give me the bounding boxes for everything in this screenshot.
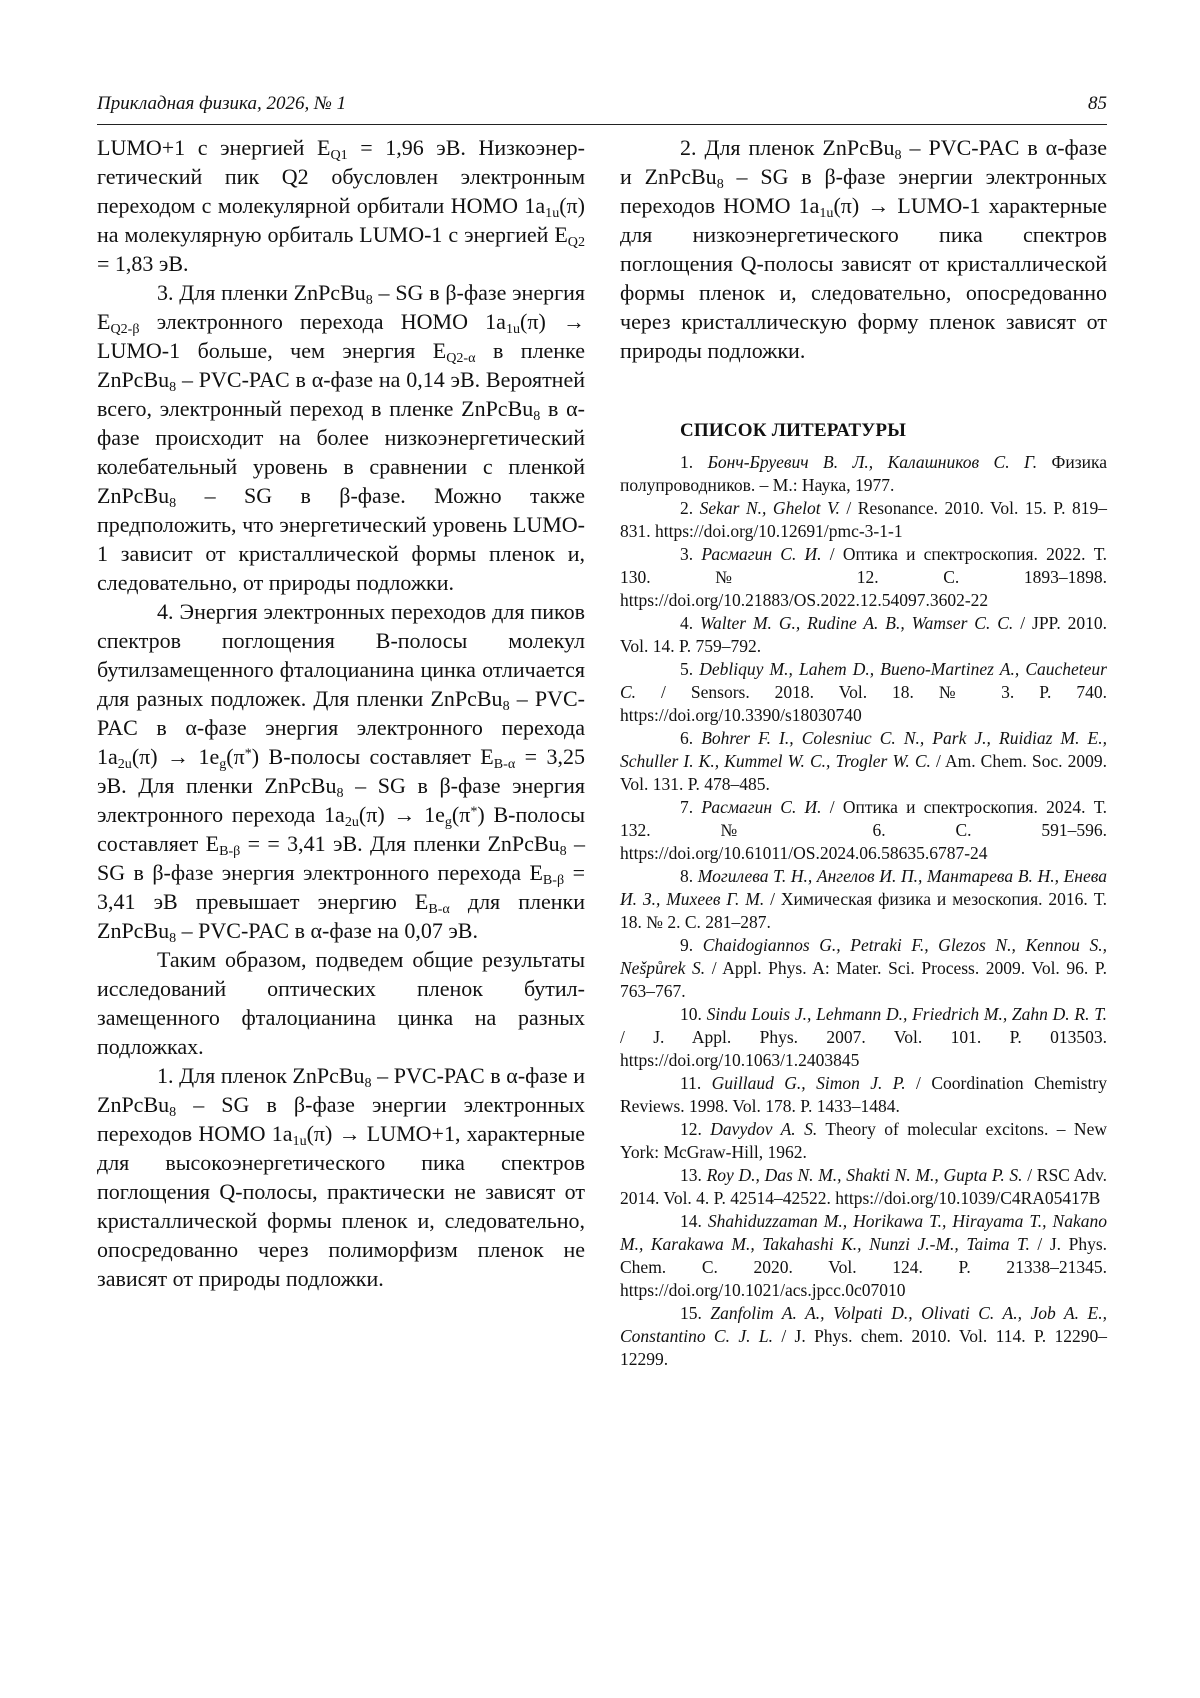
right-column: [620, 133, 1107, 1371]
reference-source: / RSC Adv. 2014. Vol. 4. P. 42514–42522. https://doi.org/10.1039/C4RA05417B: [620, 1165, 1107, 1208]
reference-source: / Appl. Phys. A: Mater. Sci. Process. 2009. Vol. 96. P. 763–767.: [620, 958, 1108, 1001]
reference-source: / J. Phys. Chem. C. 2020. Vol. 124. P. 21338–21345. https://doi.org/10.1021/acs.jpcc.0c07010: [620, 1234, 1108, 1300]
reference-item: [620, 451, 1107, 497]
left-column: [97, 133, 585, 1293]
paragraph-conclusion-2: 2. Для пленок ZnPcBu$_8$ – PVC-PAC в α-фазе и ZnPcBu$_8$ – SG в β-фазе энергии электронных переходов HOMO $1a_{1u}(\pi)$ → LUMO-1 характерные для низкоэнергетического пика спектров поглощения Q-полосы зависят от кристаллической формы пленок и, следовательно, опосредованно через кристаллическую форму пленок зависят от природы подложки.: [620, 135, 1107, 363]
reference-item: [620, 865, 1107, 934]
reference-authors: Chaidogiannos G., Petraki F., Glezos N., Kennou S., Nešpůrek S.: [620, 935, 1107, 978]
paragraph-q2-peak: LUMO+1 с энергией $E_{Q1} = 1,96$ эВ. Низкоэнергетический пик Q2 обусловлен электронным переходом с молекулярной орбитали HOMO $1a_{1u}(\pi)$ на молекулярную орбиталь LUMO-1 с энергией $E_{Q2} = 1,83$ эВ.: [97, 135, 585, 276]
running-header: [97, 92, 1107, 116]
references-list: [620, 451, 1107, 1371]
reference-item: [620, 1118, 1107, 1164]
reference-number: 8.: [680, 866, 694, 886]
page-number: 85: [1088, 93, 1107, 114]
reference-authors: Shahiduzzaman M., Horikawa T., Hirayama T., Nakano M., Karakawa M., Takahashi K., Nunzi J.-M., Taima T.: [620, 1211, 1107, 1254]
reference-authors: Bohrer F. I., Colesniuc C. N., Park J., Ruidiaz M. E., Schuller I. K., Kummel W. C., Trogler W. C.: [620, 728, 1107, 771]
reference-number: 3.: [680, 544, 694, 564]
paragraph-point-3: 3. Для пленки ZnPcBu$_8$ – SG в β-фазе энергия $E_{Q2-\beta}$ электронного перехода HOMO $1a_{1u}(\pi)$ → LUMO-1 больше, чем энергия $E_{Q2-\alpha}$ в пленке ZnPcBu$_8$ – PVC-PAC в α-фазе на 0,14 эВ. Вероятней всего, электронный переход в пленке ZnPcBu$_8$ в α-фазе происходит на более низкоэнергетический колебательный уровень в сравнении с пленкой ZnPcBu$_8$ – SG в β-фазе. Можно также предположить, что энергетический уровень LUMO-1 зависит от кристаллической формы пленок и, следовательно, от природы подложки.: [97, 280, 585, 595]
reference-authors: Расмагин С. И.: [701, 544, 822, 564]
reference-source: / Coordination Chemistry Reviews. 1998. Vol. 178. P. 1433–1484.: [620, 1073, 1108, 1116]
reference-authors: Zanfolim A. A., Volpati D., Olivati C. A., Job A. E., Constantino C. J. L.: [620, 1303, 1107, 1346]
reference-source: / JPP. 2010. Vol. 14. P. 759–792.: [620, 613, 1108, 656]
reference-item: [620, 658, 1107, 727]
reference-authors: Guillaud G., Simon J. P.: [711, 1073, 906, 1093]
reference-source: Физика полупроводников. – М.: Наука, 1977.: [620, 452, 1108, 495]
reference-source: / Химическая физика и мезоскопия. 2016. Т. 18. № 2. С. 281–287.: [620, 889, 1108, 932]
reference-authors: Walter M. G., Rudine A. B., Wamser C. C.: [700, 613, 1014, 633]
reference-number: 5.: [680, 659, 694, 679]
reference-number: 1.: [680, 452, 694, 472]
reference-source: / J. Appl. Phys. 2007. Vol. 101. P. 013503. https://doi.org/10.1063/1.2403845: [620, 1027, 1107, 1070]
reference-source: / Оптика и спектроскопия. 2024. Т. 132. № 6. С. 591–596. https://doi.org/10.61011/OS.2024.06.58635.6787-24: [620, 797, 1108, 863]
reference-item: [620, 497, 1107, 543]
reference-number: 7.: [680, 797, 694, 817]
reference-source: / Оптика и спектроскопия. 2022. Т. 130. № 12. С. 1893–1898. https://doi.org/10.21883/OS.2022.12.54097.3602-22: [620, 544, 1108, 610]
reference-source: / Resonance. 2010. Vol. 15. P. 819–831. https://doi.org/10.12691/pmc-3-1-1: [620, 498, 1107, 541]
reference-number: 4.: [680, 613, 694, 633]
reference-authors: Roy D., Das N. M., Shakti N. M., Gupta P. S.: [706, 1165, 1023, 1185]
reference-item: [620, 612, 1107, 658]
reference-source: Theory of molecular excitons. – New York: McGraw-Hill, 1962.: [620, 1119, 1107, 1162]
reference-item: [620, 1210, 1107, 1302]
reference-item: [620, 727, 1107, 796]
reference-authors: Расмагин С. И.: [701, 797, 822, 817]
reference-number: 9.: [680, 935, 694, 955]
reference-authors: Debliquy M., Lahem D., Bueno-Martinez A., Caucheteur C.: [620, 659, 1107, 702]
reference-authors: Могилева Т. Н., Ангелов И. П., Мантарева В. Н., Енева И. З., Михеев Г. М.: [620, 866, 1107, 909]
reference-authors: Davydov A. S.: [710, 1119, 818, 1139]
reference-item: [620, 543, 1107, 612]
reference-authors: Sekar N., Ghelot V.: [699, 498, 840, 518]
journal-title: Прикладная физика, 2026, № 1: [97, 93, 347, 114]
header-divider: [97, 124, 1107, 125]
paragraph-summary: Таким образом, подведем общие результаты исследований оптических пленок бутилзамещенного фталоцианина цинка на разных подложках.: [97, 947, 585, 1059]
reference-authors: Sindu Louis J., Lehmann D., Friedrich M., Zahn D. R. T.: [706, 1004, 1108, 1024]
reference-item: [620, 1164, 1107, 1210]
reference-source: / Am. Chem. Soc. 2009. Vol. 131. P. 478–485.: [620, 751, 1108, 794]
reference-item: [620, 934, 1107, 1003]
reference-number: 12.: [680, 1119, 702, 1139]
reference-source: / Sensors. 2018. Vol. 18. № 3. P. 740. https://doi.org/10.3390/s18030740: [620, 682, 1108, 725]
reference-number: 10.: [680, 1004, 702, 1024]
references-title: СПИСОК ЛИТЕРАТУРЫ: [680, 420, 907, 441]
reference-item: [620, 796, 1107, 865]
reference-number: 14.: [680, 1211, 702, 1231]
reference-authors: Бонч-Бруевич В. Л., Калашников С. Г.: [707, 452, 1038, 472]
reference-number: 2.: [680, 498, 694, 518]
reference-number: 15.: [680, 1303, 702, 1323]
paragraph-conclusion-1: 1. Для пленок ZnPcBu$_8$ – PVC-PAC в α-фазе и ZnPcBu$_8$ – SG в β-фазе энергии электронных переходов HOMO $1a_{1u}(\pi)$ → LUMO+1, характерные для высокоэнергетического пика спектров поглощения Q-полосы, практически не зависят от кристаллической формы пленок и, следовательно, опосредованно через полиморфизм пленок не зависят от природы подложки.: [97, 1063, 586, 1291]
reference-item: [620, 1072, 1107, 1118]
reference-item: [620, 1302, 1107, 1371]
reference-number: 11.: [680, 1073, 702, 1093]
paragraph-point-4: 4. Энергия электронных переходов для пиков спектров поглощения B-полосы молекул бутилзамещенного фталоцианина цинка отличается для разных подложек. Для пленки ZnPcBu$_8$ – PVC-PAC в α-фазе энергия электронного перехода $1a_{2u}(\pi) \to 1e_g(\pi^*)$ B-полосы составляет $E_{B-\alpha} = 3,25$ эВ. Для пленки ZnPcBu$_8$ – SG в β-фазе энергия электронного перехода $1a_{2u}(\pi) \to 1e_g(\pi^*)$ B-полосы составляет $E_{B-\beta}$ = = 3,41 эВ. Для пленки ZnPcBu$_8$ – SG в β-фазе энергия электронного перехода $E_{B-\beta} = 3,41$ эВ превышает энергию $E_{B-\alpha}$ для пленки ZnPcBu$_8$ – PVC-PAC в α-фазе на 0,07 эВ.: [97, 599, 585, 946]
reference-source: / J. Phys. chem. 2010. Vol. 114. P. 12290–12299.: [620, 1326, 1107, 1369]
reference-number: 13.: [680, 1165, 702, 1185]
reference-number: 6.: [680, 728, 694, 748]
reference-item: [620, 1003, 1107, 1072]
